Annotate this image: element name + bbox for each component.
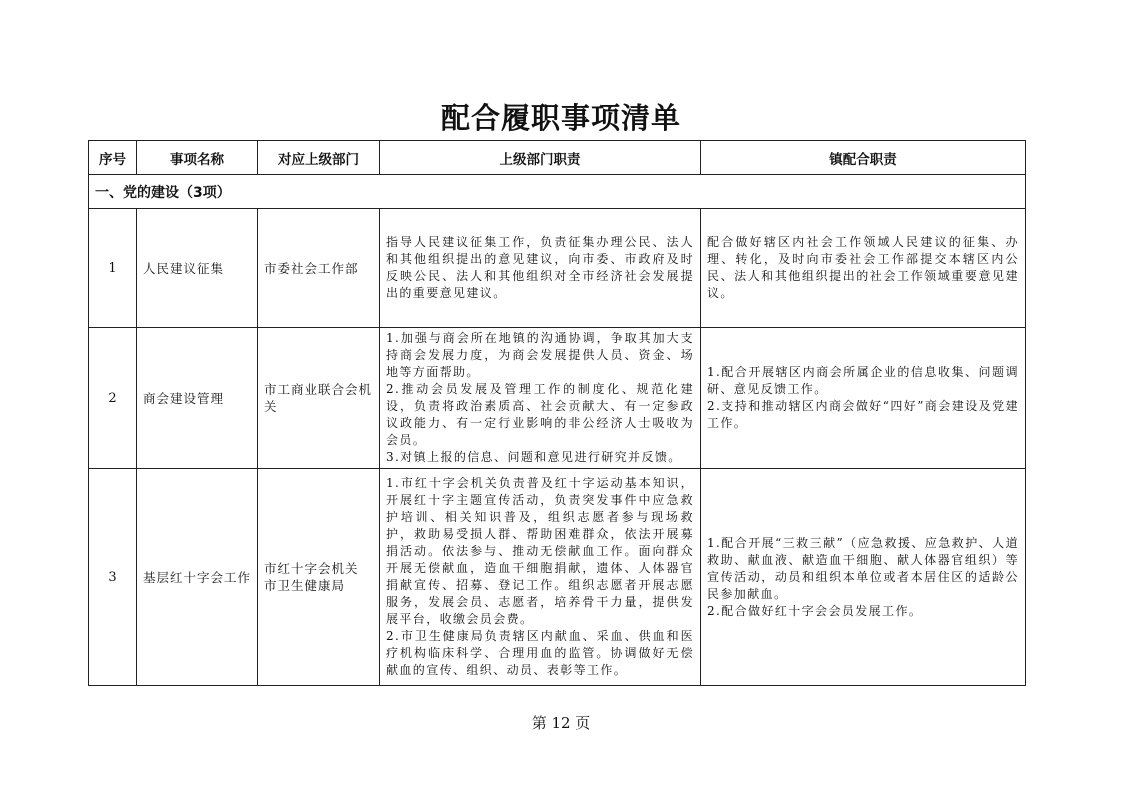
row-no: 1 <box>89 209 137 328</box>
row-dept <box>258 469 380 686</box>
header-department: 对应上级部门 <box>258 141 380 175</box>
row-name: 基层红十字会工作 <box>137 469 258 686</box>
section-row <box>89 175 1026 209</box>
dept-line: 市卫生健康局 <box>264 578 346 593</box>
row-dept <box>258 209 380 328</box>
row-no: 2 <box>89 328 137 469</box>
duty-paragraph: 2.推动会员发展及管理工作的制度化、规范化建设，负责将政治素质高、社会贡献大、有一定参政议政能力、有一定行业影响的非公经济人士吸收为会员。 <box>386 382 694 447</box>
row-town-duty <box>701 469 1026 686</box>
row-upper-duty <box>380 469 701 686</box>
table-row <box>89 209 1026 328</box>
row-upper-duty <box>380 209 701 328</box>
table-header-row <box>89 141 1026 175</box>
row-name: 商会建设管理 <box>137 328 258 469</box>
row-name: 人民建议征集 <box>137 209 258 328</box>
duty-paragraph: 1.配合开展辖区内商会所属企业的信息收集、问题调研、意见反馈工作。 <box>707 365 1019 396</box>
duty-paragraph: 1.配合开展“三救三献”（应急救援、应急救护、人道救助、献血液、献造血干细胞、献人体器官组织）等宣传活动，动员和组织本单位或者本居住区的适龄公民参加献血。 <box>707 535 1019 601</box>
duty-paragraph: 2.市卫生健康局负责辖区内献血、采血、供血和医疗机构临床科学、合理用血的监管。协调做好无偿献血的宣传、组织、动员、表彰等工作。 <box>386 629 694 677</box>
dept-line: 市红十字会机关 <box>264 561 359 576</box>
header-upper-duty: 上级部门职责 <box>380 141 701 175</box>
row-town-duty <box>701 328 1026 469</box>
header-town-duty: 镇配合职责 <box>701 141 1026 175</box>
page-title: 配合履职事项清单 <box>440 101 681 135</box>
dept-line: 市工商业联合会机关 <box>264 382 373 414</box>
duty-paragraph: 3.对镇上报的信息、问题和意见进行研究并反馈。 <box>386 450 682 464</box>
section-title: 一、党的建设（3项） <box>89 175 1026 209</box>
header-no: 序号 <box>89 141 137 175</box>
page-number: 第 12 页 <box>531 714 591 732</box>
duty-paragraph: 1.加强与商会所在地镇的沟通协调，争取其加大支持商会发展力度，为商会发展提供人员、资金、场地等方面帮助。 <box>386 331 694 379</box>
duty-paragraph: 指导人民建议征集工作，负责征集办理公民、法人和其他组织提出的意见建议，向市委、市政府及时反映公民、法人和其他组织对全市经济社会发展提出的重要意见建议。 <box>386 235 694 300</box>
duty-paragraph: 2.支持和推动辖区内商会做好“四好”商会建设及党建工作。 <box>707 399 1019 430</box>
dept-line: 市委社会工作部 <box>264 260 359 276</box>
duty-paragraph: 1.市红十字会机关负责普及红十字运动基本知识，开展红十字主题宣传活动，负责突发事件中应急救护培训、相关知识普及，组织志愿者参与现场救护，救助易受损人群、帮助困难群众，依法开展募捐活动。依法参与、推动无偿献血工作。面向群众开展无偿献血，造血干细胞捐献，遗体、人体器官捐献宣传、招募、登记工作。组织志愿者开展志愿服务，发展会员、志愿者，培养骨干力量，提供发展平台，收缴会员会费。 <box>386 476 694 626</box>
table-row <box>89 328 1026 469</box>
duty-paragraph: 2.配合做好红十字会会员发展工作。 <box>707 603 923 618</box>
table-row <box>89 469 1026 686</box>
duty-paragraph: 配合做好辖区内社会工作领域人民建议的征集、办理、转化，及时向市委社会工作部提交本辖区内公民、法人和其他组织提出的社会工作领域重要意见建议。 <box>707 235 1019 300</box>
duty-table <box>88 140 1026 686</box>
row-town-duty <box>701 209 1026 328</box>
row-upper-duty <box>380 328 701 469</box>
header-item-name: 事项名称 <box>137 141 258 175</box>
row-no: 3 <box>89 469 137 686</box>
row-dept <box>258 328 380 469</box>
